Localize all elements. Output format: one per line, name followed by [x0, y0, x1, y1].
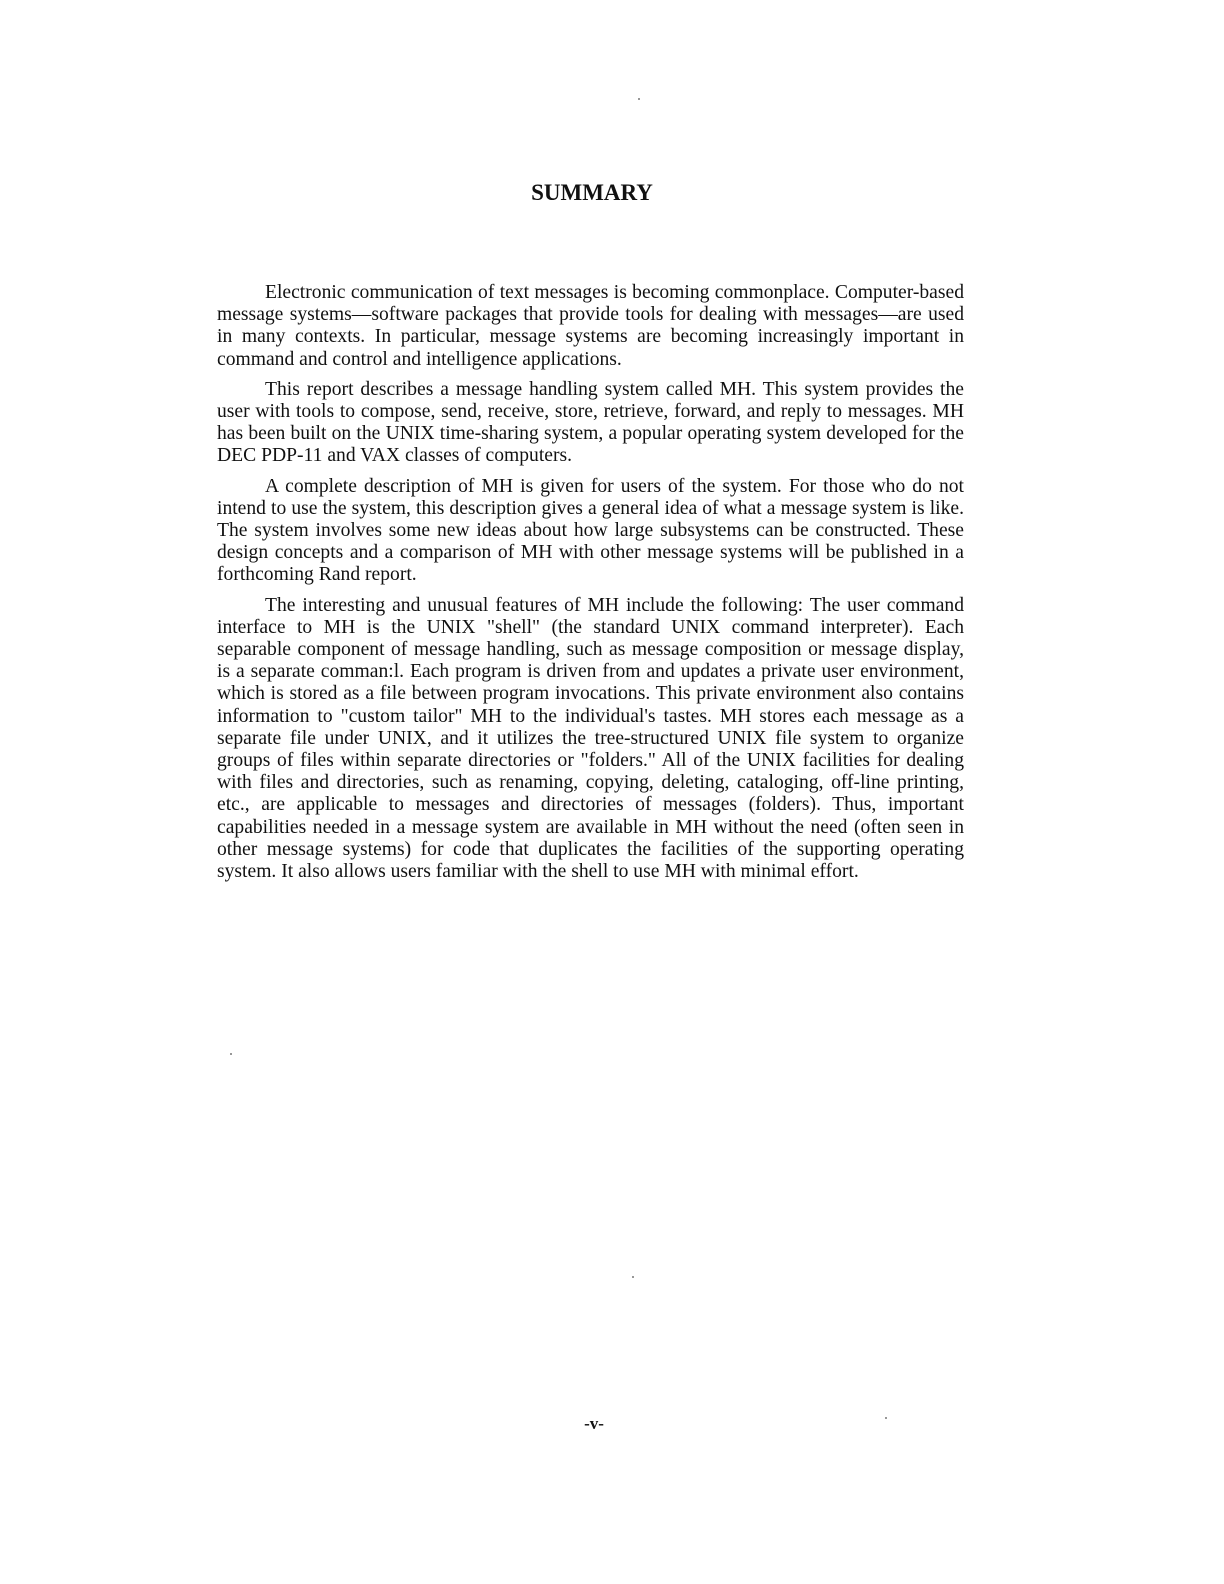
page-number: -v-: [584, 1414, 604, 1433]
paragraph-1: Electronic communication of text messages is becoming commonplace. Computer-based message systems—software packages that provide tools for dealing with messages—are used in many contexts. In particular, message systems are becoming increasingly important in command and control and intelligence applications.: [217, 282, 964, 370]
paragraph-4: The interesting and unusual features of MH include the following: The user command interface to MH is the UNIX "shell" (the standard UNIX command interpreter). Each separable component of message handling, such as message composition or message display, is a separate comman:l. Each program is driven from and updates a private user environment, which is stored as a file between program invocations. This private environment also contains information to "custom tailor" MH to the individual's tastes. MH stores each message as a separate file under UNIX, and it utilizes the tree-structured UNIX file system to organize groups of files within separate directories or "folders." All of the UNIX facilities for dealing with files and directories, such as renaming, copying, deleting, cataloging, off-line printing, etc., are applicable to messages and directories of messages (folders). Thus, important capabilities needed in a message system are available in MH without the need (often seen in other message systems) for code that duplicates the facilities of the supporting operating system. It also allows users familiar with the shell to use MH with minimal effort.: [217, 594, 964, 883]
paragraph-2: This report describes a message handling system called MH. This system provides the user with tools to compose, send, receive, store, retrieve, forward, and reply to messages. MH has been built on the UNIX time-sharing system, a popular operating system developed for the DEC PDP-11 and VAX classes of computers.: [217, 378, 964, 467]
paragraph-3: A complete description of MH is given for users of the system. For those who do not intend to use the system, this description gives a general idea of what a message system is like. The system involves some new ideas about how large subsystems can be constructed. These design concepts and a comparison of MH with other message systems will be published in a forthcoming Rand report.: [217, 475, 964, 586]
scan-speck: [632, 1276, 634, 1278]
scan-speck: [885, 1417, 887, 1419]
page-title: SUMMARY: [531, 180, 653, 205]
scan-speck: [230, 1053, 232, 1055]
summary-body: [217, 282, 964, 891]
scan-speck: [638, 98, 640, 100]
